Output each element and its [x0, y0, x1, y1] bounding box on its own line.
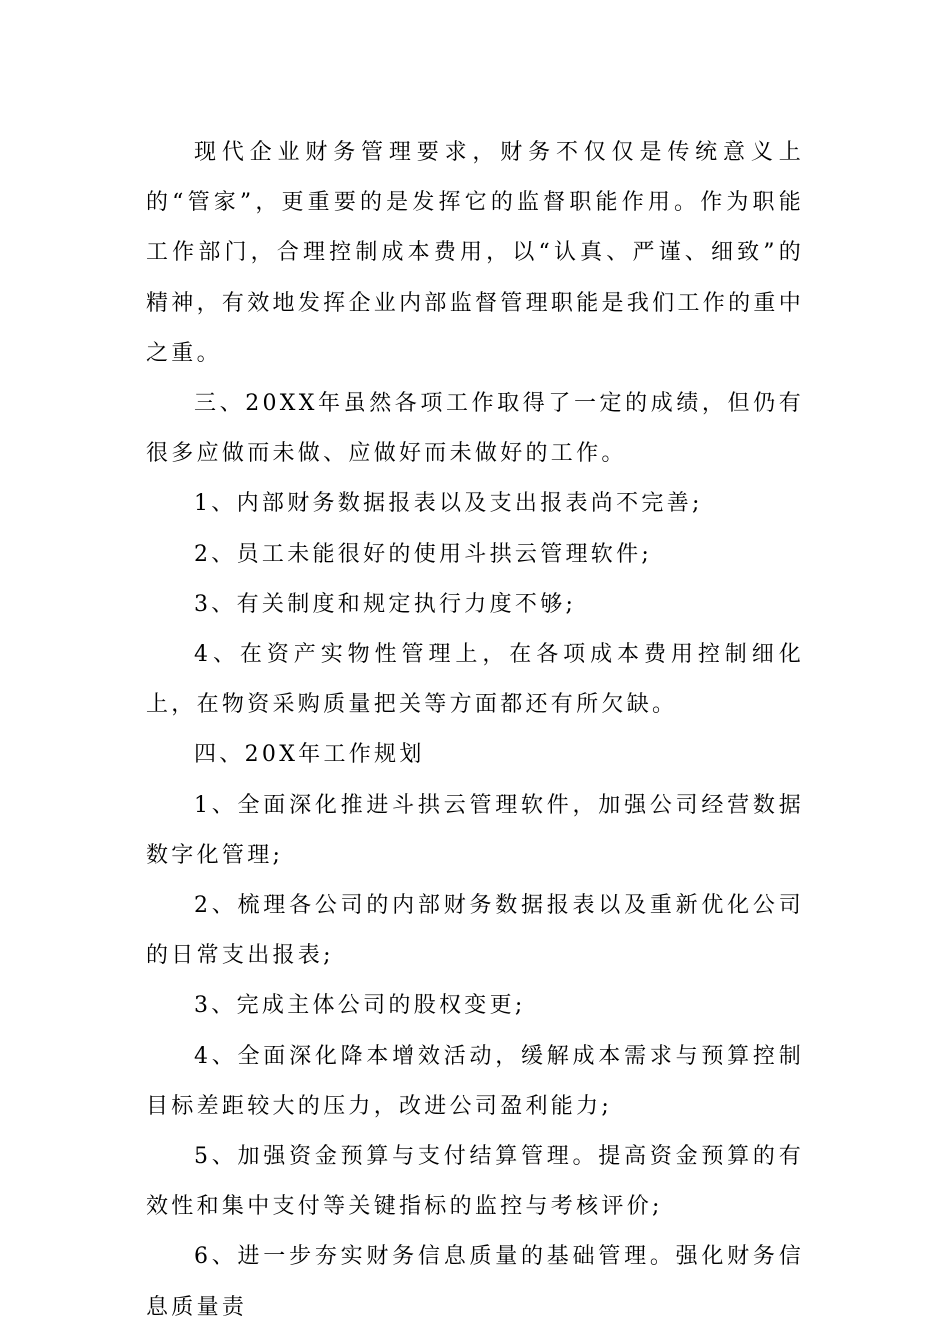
paragraph-plan-6: 6、进一步夯实财务信息质量的基础管理。强化财务信息质量责 — [146, 1244, 804, 1320]
paragraph-shortcoming-4: 4、在资产实物性管理上，在各项成本费用控制细化上，在物资采购质量把关等方面都还有所欠缺。 — [146, 642, 804, 718]
paragraph-shortcoming-2: 2、员工未能很好的使用斗拱云管理软件; — [194, 541, 653, 567]
paragraph-financial-supervision: 现代企业财务管理要求，财务不仅仅是传统意义上的“管家”，更重要的是发挥它的监督职能作用。作为职能工作部门，合理控制成本费用，以“认真、严谨、细致”的精神，有效地发挥企业内部监督管理职能是我们工作的重中之重。 — [146, 140, 804, 366]
paragraph-section-four-heading: 四、20X年工作规划 — [194, 742, 425, 768]
paragraph-shortcoming-1: 1、内部财务数据报表以及支出报表尚不完善; — [194, 491, 703, 517]
paragraph-plan-2: 2、梳理各公司的内部财务数据报表以及重新优化公司的日常支出报表; — [146, 893, 804, 969]
paragraph-plan-1: 1、全面深化推进斗拱云管理软件，加强公司经营数据数字化管理; — [146, 792, 804, 868]
paragraph-shortcoming-3: 3、有关制度和规定执行力度不够; — [194, 591, 577, 617]
document-body — [146, 128, 804, 1333]
paragraph-section-three-heading: 三、20XX年虽然各项工作取得了一定的成绩，但仍有很多应做而未做、应做好而未做好的工作。 — [146, 391, 804, 467]
paragraph-plan-5: 5、加强资金预算与支付结算管理。提高资金预算的有效性和集中支付等关键指标的监控与考核评价; — [146, 1144, 804, 1220]
paragraph-plan-4: 4、全面深化降本增效活动，缓解成本需求与预算控制目标差距较大的压力，改进公司盈利能力; — [146, 1043, 804, 1119]
paragraph-plan-3: 3、完成主体公司的股权变更; — [194, 993, 526, 1019]
